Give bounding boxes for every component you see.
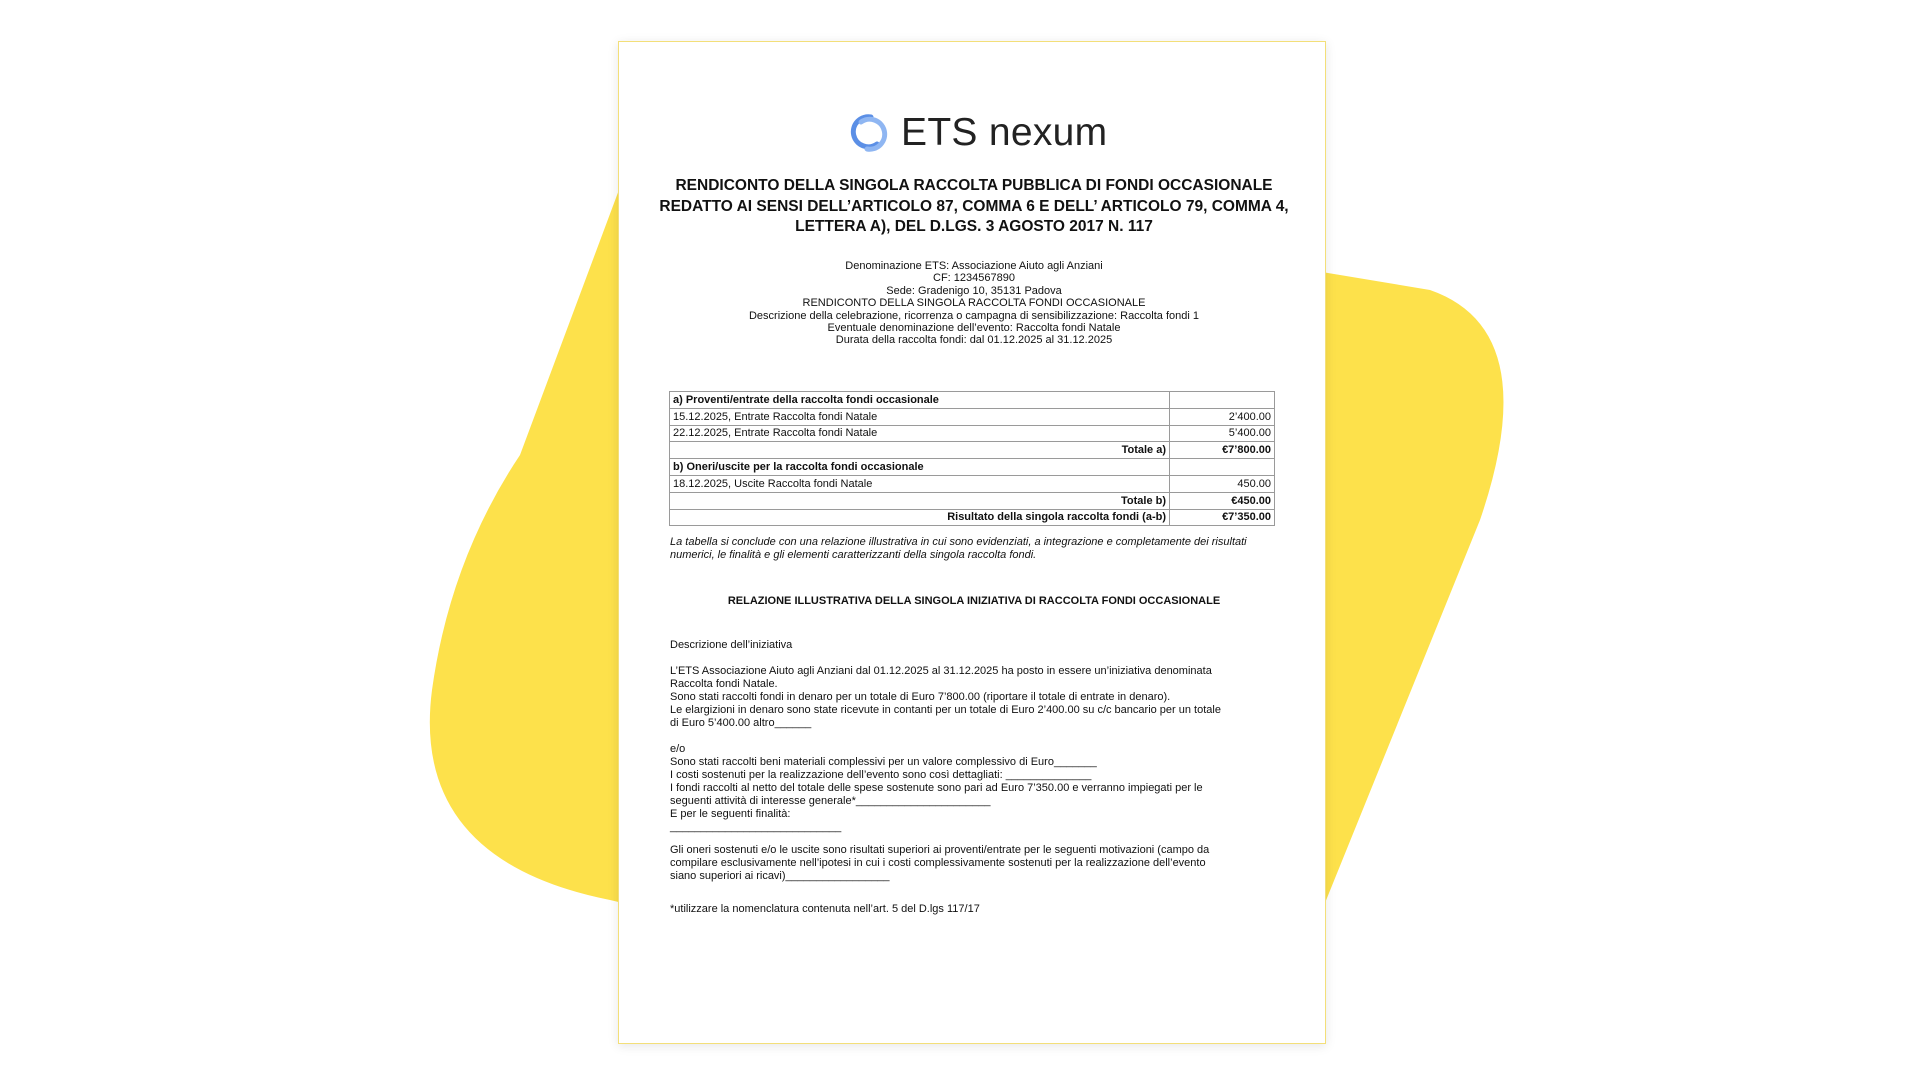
table-row bbox=[670, 408, 1275, 425]
campaign-description: Descrizione della celebrazione, ricorrenza o campagna di sensibilizzazione: Raccolta fondi 1 bbox=[748, 309, 1200, 322]
row-label: 18.12.2025, Uscite Raccolta fondi Natale bbox=[670, 475, 1170, 492]
text-line: Gli oneri sostenuti e/o le uscite sono risultati superiori ai proventi/entrate per le seguenti motivazioni (campo da bbox=[670, 844, 1210, 856]
description-heading: Descrizione dell’iniziativa bbox=[670, 639, 793, 651]
text-line: Le elargizioni in denaro sono state ricevute in contanti per un totale di Euro 2’400.00 su c/c bancario per un totale bbox=[670, 704, 1221, 716]
text-line: I costi sostenuti per la realizzazione dell’evento sono così dettagliati: ______________ bbox=[670, 769, 1092, 781]
table-row bbox=[670, 475, 1275, 492]
row-value: 450.00 bbox=[1170, 475, 1275, 492]
result-row bbox=[670, 509, 1275, 526]
text-line: e/o bbox=[670, 743, 686, 755]
financial-table bbox=[669, 391, 1275, 526]
event-name: Eventuale denominazione dell’evento: Raccolta fondi Natale bbox=[827, 322, 1121, 335]
total-b-row bbox=[670, 492, 1275, 509]
total-a-value: €7’800.00 bbox=[1170, 442, 1275, 459]
row-value: 5’400.00 bbox=[1170, 425, 1275, 442]
text-line: Sono stati raccolti fondi in denaro per un totale di Euro 7’800.00 (riportare il totale di entrate in denaro). bbox=[670, 691, 1171, 703]
section-b-header: b) Oneri/uscite per la raccolta fondi occasionale bbox=[670, 459, 1170, 476]
table-row bbox=[670, 425, 1275, 442]
logo bbox=[847, 108, 1107, 158]
paragraph-1 bbox=[670, 665, 1274, 730]
total-b-label: Totale b) bbox=[670, 492, 1170, 509]
text-line: seguenti attività di interesse generale*______________________ bbox=[670, 795, 991, 807]
ets-name: Denominazione ETS: Associazione Aiuto agli Anziani bbox=[845, 260, 1103, 272]
empty-cell bbox=[1170, 459, 1275, 476]
total-a-row bbox=[670, 442, 1275, 459]
document-page bbox=[618, 41, 1326, 1044]
text-line: Sono stati raccolti beni materiali complessivi per un valore complessivo di Euro_______ bbox=[670, 756, 1097, 768]
report-subtitle: RENDICONTO DELLA SINGOLA RACCOLTA FONDI OCCASIONALE bbox=[802, 297, 1146, 310]
fundraising-duration: Durata della raccolta fondi: dal 01.12.2025 al 31.12.2025 bbox=[835, 334, 1113, 347]
paragraph-3 bbox=[670, 844, 1274, 883]
text-line: I fondi raccolti al netto del totale delle spese sostenute sono pari ad Euro 7’350.00 e verranno impiegati per le bbox=[670, 782, 1203, 794]
row-label: 22.12.2025, Entrate Raccolta fondi Natale bbox=[670, 425, 1170, 442]
section-a-header: a) Proventi/entrate della raccolta fondi occasionale bbox=[670, 392, 1170, 409]
empty-cell bbox=[1170, 392, 1275, 409]
result-label: Risultato della singola raccolta fondi (a-b) bbox=[670, 509, 1170, 526]
text-line: E per le seguenti finalità: bbox=[670, 808, 791, 820]
row-label: 15.12.2025, Entrate Raccolta fondi Natale bbox=[670, 408, 1170, 425]
result-value: €7’350.00 bbox=[1170, 509, 1275, 526]
address: Sede: Gradenigo 10, 35131 Padova bbox=[886, 284, 1062, 297]
text-line: compilare esclusivamente nell’ipotesi in cui i costi complessivamente sostenuti per la realizzazione dell’evento bbox=[670, 857, 1206, 869]
row-value: 2’400.00 bbox=[1170, 408, 1275, 425]
text-line: L’ETS Associazione Aiuto agli Anziani dal 01.12.2025 al 31.12.2025 ha posto in essere un’iniziativa denominata bbox=[670, 665, 1212, 677]
text-line: di Euro 5’400.00 altro______ bbox=[670, 717, 812, 729]
text-line: ____________________________ bbox=[670, 821, 842, 833]
logo-text: ETS nexum bbox=[901, 111, 1108, 154]
header-info bbox=[659, 260, 1289, 347]
section-b-header-row bbox=[670, 459, 1275, 476]
total-b-value: €450.00 bbox=[1170, 492, 1275, 509]
paragraph-2 bbox=[670, 743, 1274, 834]
document-title: RENDICONTO DELLA SINGOLA RACCOLTA PUBBLICA DI FONDI OCCASIONALE REDATTO AI SENSI DELL’ARTICOLO 87, COMMA 6 E DELL’ ARTICOLO 79, COMMA 4, LETTERA A), DEL D.LGS. 3 AGOSTO 2017 N. 117 bbox=[659, 177, 1289, 235]
link-swirl-icon bbox=[847, 111, 891, 155]
footnote: *utilizzare la nomenclatura contenuta nell’art. 5 del D.lgs 117/17 bbox=[670, 903, 980, 915]
total-a-label: Totale a) bbox=[670, 442, 1170, 459]
text-line: siano superiori ai ricavi)_________________ bbox=[670, 870, 890, 882]
table-note: La tabella si conclude con una relazione illustrativa in cui sono evidenziati, a integrazione e completamente dei risultati numerici, le finalità e gli elementi caratterizzanti della singola raccolta fondi. bbox=[670, 536, 1247, 561]
tax-code: CF: 1234567890 bbox=[933, 272, 1015, 285]
relazione-title: RELAZIONE ILLUSTRATIVA DELLA SINGOLA INIZIATIVA DI RACCOLTA FONDI OCCASIONALE bbox=[727, 595, 1221, 607]
section-a-header-row bbox=[670, 392, 1275, 409]
text-line: Raccolta fondi Natale. bbox=[670, 678, 778, 690]
